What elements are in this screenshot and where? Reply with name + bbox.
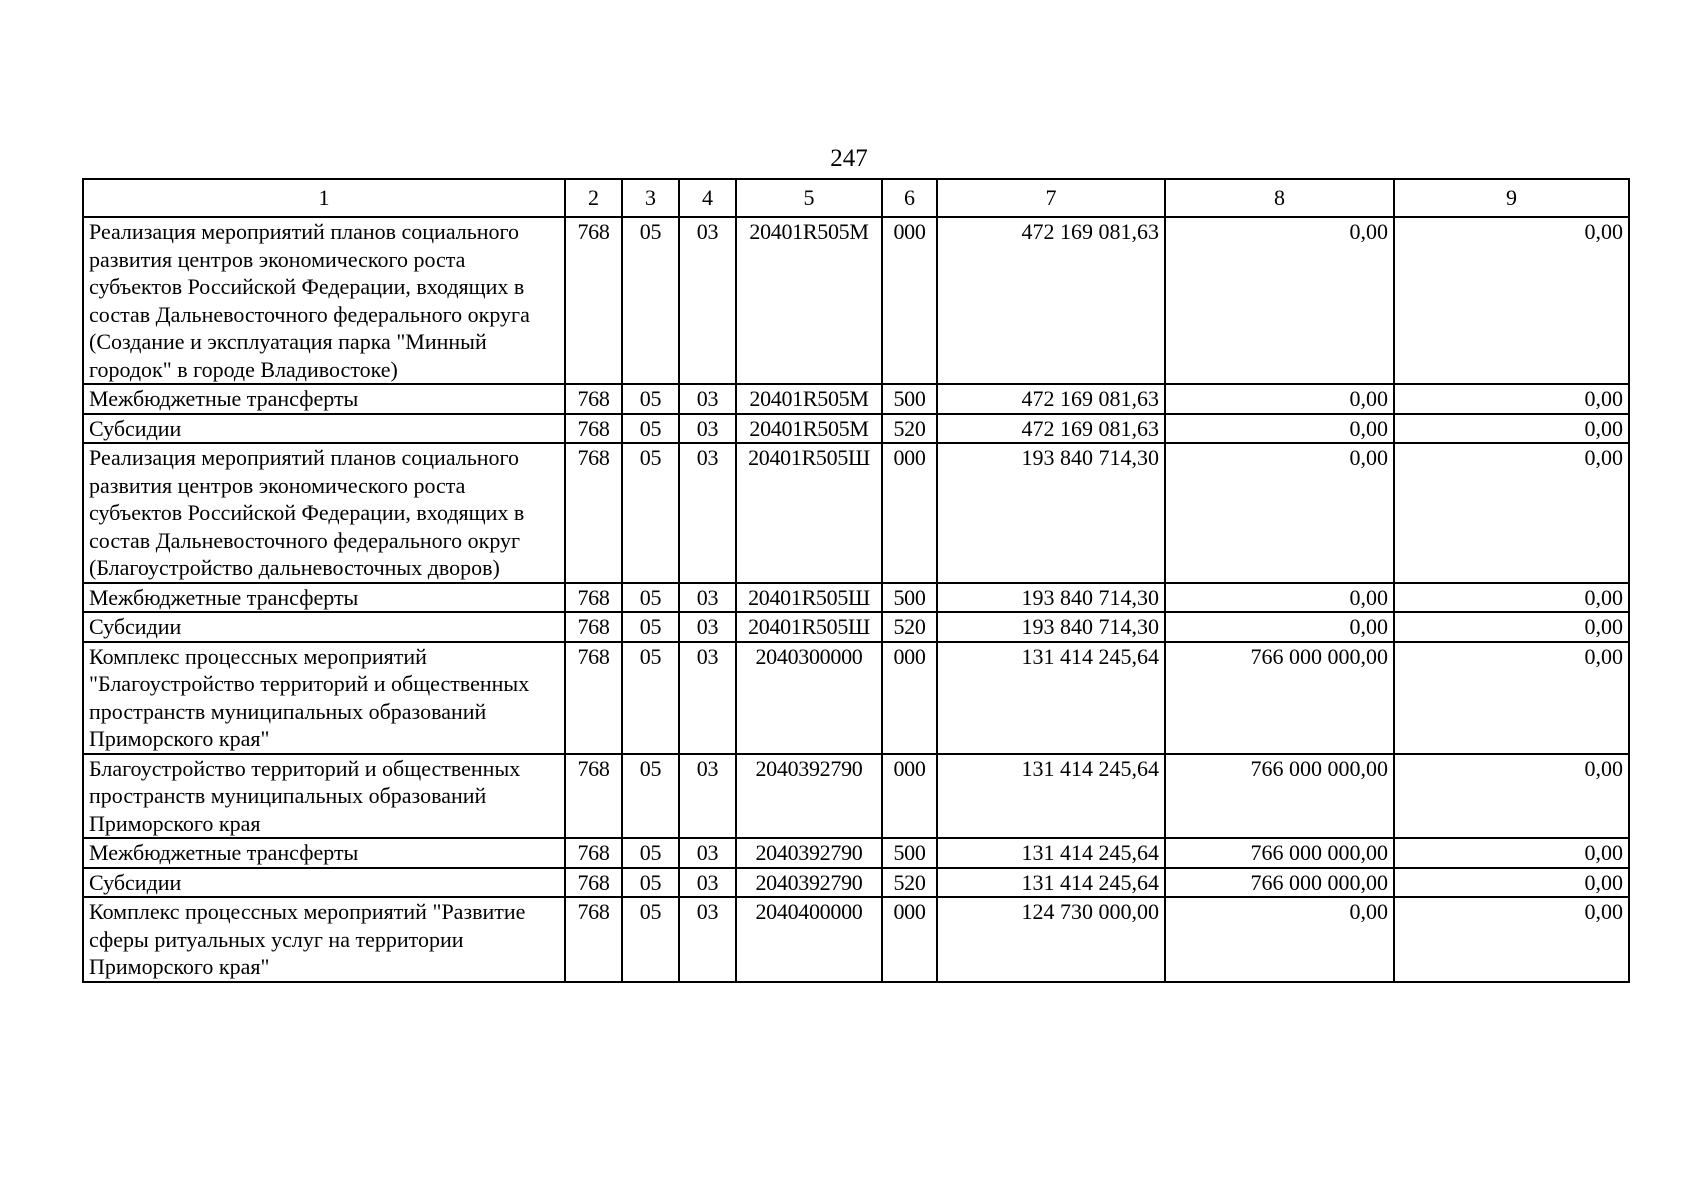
cell-col2: 768: [565, 414, 622, 444]
column-header: 6: [882, 179, 937, 217]
cell-col5: 20401R505М: [736, 414, 882, 444]
cell-col8: 0,00: [1165, 583, 1394, 613]
cell-col2: 768: [565, 754, 622, 839]
cell-col6: 520: [882, 868, 937, 898]
cell-col8: 766 000 000,00: [1165, 868, 1394, 898]
row-name: Межбюджетные трансферты: [83, 838, 565, 868]
cell-col7: 472 169 081,63: [937, 217, 1165, 384]
cell-col4: 03: [679, 868, 736, 898]
cell-col3: 05: [622, 414, 679, 444]
cell-col7: 193 840 714,30: [937, 443, 1165, 583]
row-name: Благоустройство территорий и общественных пространств муниципальных образований Приморского края: [83, 754, 565, 839]
column-header: 3: [622, 179, 679, 217]
column-header: 2: [565, 179, 622, 217]
row-name: Субсидии: [83, 612, 565, 642]
cell-col8: 0,00: [1165, 897, 1394, 982]
table-row: [83, 414, 1629, 444]
table-row: [83, 443, 1629, 583]
cell-col2: 768: [565, 443, 622, 583]
cell-col9: 0,00: [1394, 414, 1629, 444]
cell-col3: 05: [622, 583, 679, 613]
cell-col5: 20401R505Ш: [736, 443, 882, 583]
cell-col3: 05: [622, 868, 679, 898]
cell-col7: 131 414 245,64: [937, 754, 1165, 839]
column-header: 7: [937, 179, 1165, 217]
cell-col9: 0,00: [1394, 642, 1629, 754]
cell-col9: 0,00: [1394, 897, 1629, 982]
cell-col5: 20401R505Ш: [736, 612, 882, 642]
cell-col5: 2040392790: [736, 838, 882, 868]
cell-col9: 0,00: [1394, 583, 1629, 613]
cell-col6: 520: [882, 612, 937, 642]
cell-col8: 0,00: [1165, 384, 1394, 414]
cell-col3: 05: [622, 838, 679, 868]
cell-col6: 500: [882, 583, 937, 613]
page-number: 247: [830, 145, 868, 172]
cell-col8: 766 000 000,00: [1165, 754, 1394, 839]
cell-col3: 05: [622, 642, 679, 754]
cell-col2: 768: [565, 384, 622, 414]
cell-col7: 472 169 081,63: [937, 384, 1165, 414]
cell-col7: 124 730 000,00: [937, 897, 1165, 982]
row-name: Межбюджетные трансферты: [83, 384, 565, 414]
cell-col3: 05: [622, 443, 679, 583]
cell-col8: 766 000 000,00: [1165, 838, 1394, 868]
cell-col4: 03: [679, 583, 736, 613]
budget-table: [82, 178, 1630, 983]
cell-col9: 0,00: [1394, 868, 1629, 898]
column-header: 5: [736, 179, 882, 217]
cell-col6: 000: [882, 217, 937, 384]
cell-col2: 768: [565, 868, 622, 898]
cell-col7: 131 414 245,64: [937, 868, 1165, 898]
cell-col5: 20401R505Ш: [736, 583, 882, 613]
cell-col4: 03: [679, 838, 736, 868]
cell-col6: 000: [882, 443, 937, 583]
row-name: Комплекс процессных мероприятий "Развитие сферы ритуальных услуг на территории Приморского края": [83, 897, 565, 982]
cell-col9: 0,00: [1394, 384, 1629, 414]
cell-col4: 03: [679, 443, 736, 583]
cell-col4: 03: [679, 384, 736, 414]
cell-col5: 20401R505М: [736, 217, 882, 384]
cell-col8: 0,00: [1165, 612, 1394, 642]
cell-col9: 0,00: [1394, 443, 1629, 583]
row-name: Субсидии: [83, 868, 565, 898]
row-name: Субсидии: [83, 414, 565, 444]
table-row: [83, 384, 1629, 414]
cell-col9: 0,00: [1394, 838, 1629, 868]
cell-col4: 03: [679, 642, 736, 754]
cell-col4: 03: [679, 897, 736, 982]
cell-col4: 03: [679, 414, 736, 444]
row-name: Комплекс процессных мероприятий "Благоустройство территорий и общественных пространств муниципальных образований Приморского края": [83, 642, 565, 754]
table-row: [83, 897, 1629, 982]
table-row: [83, 612, 1629, 642]
cell-col6: 000: [882, 897, 937, 982]
cell-col9: 0,00: [1394, 754, 1629, 839]
cell-col5: 2040300000: [736, 642, 882, 754]
cell-col2: 768: [565, 838, 622, 868]
cell-col8: 0,00: [1165, 443, 1394, 583]
column-header: 1: [83, 179, 565, 217]
cell-col2: 768: [565, 217, 622, 384]
cell-col3: 05: [622, 897, 679, 982]
table-row: [83, 868, 1629, 898]
cell-col6: 000: [882, 754, 937, 839]
cell-col5: 20401R505М: [736, 384, 882, 414]
row-name: Реализация мероприятий планов социального развития центров экономического роста субъектов Российской Федерации, входящих в состав Дальневосточного федерального округ (Благоустройство дальневосточных дворов): [83, 443, 565, 583]
table-row: [83, 754, 1629, 839]
table-row: [83, 217, 1629, 384]
header-row: [83, 179, 1629, 217]
row-name: Реализация мероприятий планов социального развития центров экономического роста субъектов Российской Федерации, входящих в состав Дальневосточного федерального округа (Создание и эксплуатация парка "Минный городок" в городе Владивостоке): [83, 217, 565, 384]
cell-col5: 2040392790: [736, 868, 882, 898]
cell-col2: 768: [565, 612, 622, 642]
cell-col2: 768: [565, 897, 622, 982]
table-row: [83, 642, 1629, 754]
column-header: 8: [1165, 179, 1394, 217]
cell-col3: 05: [622, 612, 679, 642]
table-row: [83, 838, 1629, 868]
cell-col2: 768: [565, 583, 622, 613]
cell-col4: 03: [679, 754, 736, 839]
cell-col6: 000: [882, 642, 937, 754]
cell-col5: 2040392790: [736, 754, 882, 839]
cell-col4: 03: [679, 612, 736, 642]
cell-col2: 768: [565, 642, 622, 754]
cell-col7: 472 169 081,63: [937, 414, 1165, 444]
cell-col3: 05: [622, 754, 679, 839]
cell-col6: 500: [882, 384, 937, 414]
cell-col3: 05: [622, 217, 679, 384]
cell-col9: 0,00: [1394, 612, 1629, 642]
column-header: 9: [1394, 179, 1629, 217]
table-row: [83, 583, 1629, 613]
cell-col7: 193 840 714,30: [937, 583, 1165, 613]
row-name: Межбюджетные трансферты: [83, 583, 565, 613]
cell-col9: 0,00: [1394, 217, 1629, 384]
cell-col7: 193 840 714,30: [937, 612, 1165, 642]
cell-col4: 03: [679, 217, 736, 384]
cell-col7: 131 414 245,64: [937, 838, 1165, 868]
cell-col3: 05: [622, 384, 679, 414]
cell-col6: 500: [882, 838, 937, 868]
cell-col8: 0,00: [1165, 414, 1394, 444]
cell-col5: 2040400000: [736, 897, 882, 982]
column-header: 4: [679, 179, 736, 217]
cell-col7: 131 414 245,64: [937, 642, 1165, 754]
cell-col8: 0,00: [1165, 217, 1394, 384]
cell-col6: 520: [882, 414, 937, 444]
cell-col8: 766 000 000,00: [1165, 642, 1394, 754]
